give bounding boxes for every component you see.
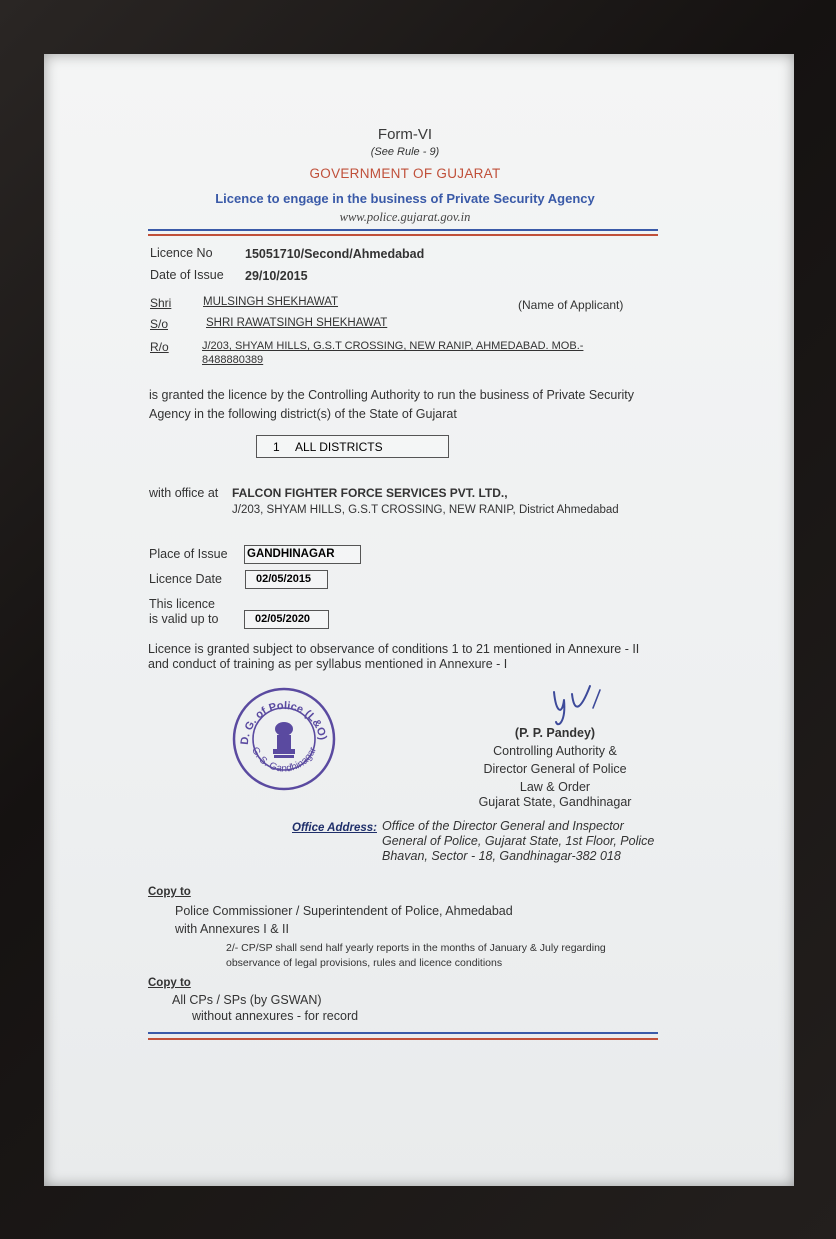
office-label: with office at <box>149 486 219 500</box>
conditions-line-1: Licence is granted subject to observance of conditions 1 to 21 mentioned in Annexure - II <box>148 642 640 656</box>
licence-date-box <box>245 570 328 589</box>
licence-no-value: 15051710/Second/Ahmedabad <box>245 247 425 261</box>
valid-label-2: is valid up to <box>149 612 219 626</box>
copy1-note-2: observance of legal provisions, rules and licence conditions <box>226 957 503 969</box>
valid-label-1: This licence <box>149 597 215 611</box>
office-address-label: Office Address: <box>292 822 377 834</box>
valid-up-to-box <box>244 610 329 629</box>
footer-rule-blue <box>148 1032 658 1034</box>
so-label: S/o <box>150 317 169 331</box>
website: www.police.gujarat.gov.in <box>339 210 471 224</box>
authority-line-1: Controlling Authority & <box>493 744 617 758</box>
licence-title: Licence to engage in the business of Private Security Agency <box>215 191 595 206</box>
district-number: 1 <box>273 440 280 454</box>
authority-line-3: Law & Order <box>519 780 591 794</box>
address-line-2: 8488880389 <box>202 354 264 366</box>
licence-date-value: 02/05/2015 <box>256 573 312 585</box>
shri-label: Shri <box>150 296 172 310</box>
copy2-line-2: without annexures - for record <box>192 1009 359 1023</box>
header-rule-red <box>148 234 658 236</box>
footer-rule-red <box>148 1038 658 1040</box>
seal-text-top: D. G. of Police (L&O) <box>238 699 329 746</box>
place-of-issue-label: Place of Issue <box>149 547 228 561</box>
ro-label: R/o <box>150 340 169 354</box>
office-company: FALCON FIGHTER FORCE SERVICES PVT. LTD., <box>232 486 508 500</box>
office-address-line-2: General of Police, Gujarat State, 1st Floor, Police <box>382 834 655 848</box>
office-address: J/203, SHYAM HILLS, G.S.T CROSSING, NEW RANIP, District Ahmedabad <box>232 504 619 516</box>
authority-name: (P. P. Pandey) <box>514 726 596 740</box>
office-address-line-3: Bhavan, Sector - 18, Gandhinagar-382 018 <box>382 849 621 863</box>
copy1-line-1: Police Commissioner / Superintendent of Police, Ahmedabad <box>175 904 513 918</box>
applicant-name-note: (Name of Applicant) <box>518 298 624 312</box>
applicant-name: MULSINGH SHEKHAWAT <box>203 296 339 308</box>
address-line-1: J/203, SHYAM HILLS, G.S.T CROSSING, NEW RANIP, AHMEDABAD. MOB.- <box>202 340 584 352</box>
valid-up-to-value: 02/05/2020 <box>255 613 311 625</box>
district-name: ALL DISTRICTS <box>295 440 383 454</box>
copy-to-label-2: Copy to <box>148 977 191 989</box>
copy2-line-1: All CPs / SPs (by GSWAN) <box>172 993 322 1007</box>
licence-date-label: Licence Date <box>149 572 222 586</box>
licence-no-label: Licence No <box>150 246 213 260</box>
rule-reference: (See Rule - 9) <box>370 146 440 158</box>
authority-line-4: Gujarat State, Gandhinagar <box>478 795 632 809</box>
copy1-line-2: with Annexures I & II <box>175 922 289 936</box>
header-rule-blue <box>148 229 658 231</box>
date-of-issue-value: 29/10/2015 <box>245 269 308 283</box>
signature-icon <box>546 682 606 728</box>
father-name: SHRI RAWATSINGH SHEKHAWAT <box>206 317 388 329</box>
form-number: Form-VI <box>377 126 433 143</box>
date-of-issue-label: Date of Issue <box>150 268 224 282</box>
conditions-line-2: and conduct of training as per syllabus mentioned in Annexure - I <box>148 657 508 671</box>
emblem-icon <box>273 722 295 758</box>
seal-text-bottom: G. S. Gandhinagar <box>249 745 319 775</box>
grant-text-line-2: Agency in the following district(s) of the State of Gujarat <box>149 407 457 421</box>
grant-text-line-1: is granted the licence by the Controlling Authority to run the business of Private Security <box>149 388 634 402</box>
district-box <box>256 435 449 458</box>
place-of-issue-value: GANDHINAGAR <box>247 548 335 560</box>
office-address-line-1: Office of the Director General and Inspector <box>382 819 624 833</box>
authority-line-2: Director General of Police <box>483 762 627 776</box>
police-seal-stamp <box>232 687 336 791</box>
place-of-issue-box <box>244 545 361 564</box>
copy-to-label-1: Copy to <box>148 886 191 898</box>
government-title: GOVERNMENT OF GUJARAT <box>309 166 501 181</box>
copy1-note-1: 2/- CP/SP shall send half yearly reports in the months of January & July regarding <box>226 942 606 954</box>
